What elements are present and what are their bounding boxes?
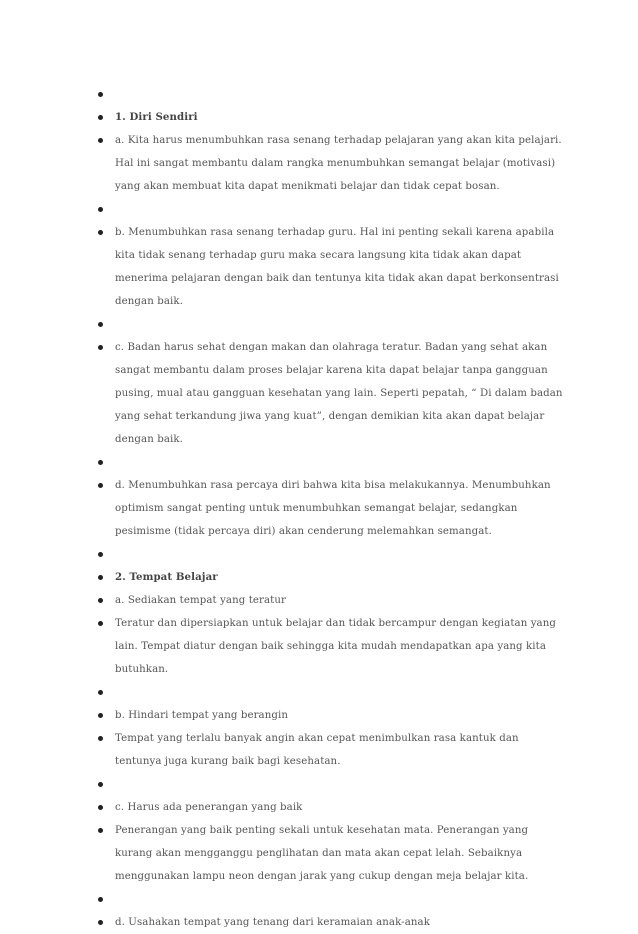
empty-list-item bbox=[0, 83, 638, 106]
list-item: d. Usahakan tempat yang tenang dari keramaian anak-anak bbox=[0, 911, 638, 934]
list-item: Tempat yang terlalu banyak angin akan cepat menimbulkan rasa kantuk dan tentunya juga kurang baik bagi kesehatan. bbox=[0, 727, 638, 773]
list-item: b. Hindari tempat yang berangin bbox=[0, 704, 638, 727]
empty-list-item bbox=[0, 773, 638, 796]
section-heading: 1. Diri Sendiri bbox=[0, 106, 638, 129]
empty-list-item bbox=[0, 888, 638, 911]
list-item: d. Menumbuhkan rasa percaya diri bahwa kita bisa melakukannya. Menumbuhkan optimism sangat penting untuk menumbuhkan semangat belajar, sedangkan pesimisme (tidak percaya diri) akan cenderung melemahkan semangat. bbox=[0, 474, 638, 543]
empty-list-item bbox=[0, 543, 638, 566]
list-item: Teratur dan dipersiapkan untuk belajar dan tidak bercampur dengan kegiatan yang lain. Tempat diatur dengan baik sehingga kita mudah mendapatkan apa yang kita butuhkan. bbox=[0, 612, 638, 681]
list-item: c. Badan harus sehat dengan makan dan olahraga teratur. Badan yang sehat akan sangat membantu dalam proses belajar karena kita dapat belajar tanpa gangguan pusing, mual atau gangguan kesehatan yang lain. Seperti pepatah, “ Di dalam badan yang sehat terkandung jiwa yang kuat”, dengan demikian kita akan dapat belajar dengan baik. bbox=[0, 336, 638, 451]
list-item: c. Harus ada penerangan yang baik bbox=[0, 796, 638, 819]
bullet-list bbox=[0, 83, 638, 934]
empty-list-item bbox=[0, 313, 638, 336]
section-heading: 2. Tempat Belajar bbox=[0, 566, 638, 589]
list-item: b. Menumbuhkan rasa senang terhadap guru. Hal ini penting sekali karena apabila kita tidak senang terhadap guru maka secara langsung kita tidak akan dapat menerima pelajaran dengan baik dan tentunya kita tidak akan dapat berkonsentrasi dengan baik. bbox=[0, 221, 638, 313]
list-item: a. Sediakan tempat yang teratur bbox=[0, 589, 638, 612]
list-item: Penerangan yang baik penting sekali untuk kesehatan mata. Penerangan yang kurang akan mengganggu penglihatan dan mata akan cepat lelah. Sebaiknya menggunakan lampu neon dengan jarak yang cukup dengan meja belajar kita. bbox=[0, 819, 638, 888]
empty-list-item bbox=[0, 681, 638, 704]
empty-list-item bbox=[0, 198, 638, 221]
list-item: a. Kita harus menumbuhkan rasa senang terhadap pelajaran yang akan kita pelajari. Hal ini sangat membantu dalam rangka menumbuhkan semangat belajar (motivasi) yang akan membuat kita dapat menikmati belajar dan tidak cepat bosan. bbox=[0, 129, 638, 198]
empty-list-item bbox=[0, 451, 638, 474]
